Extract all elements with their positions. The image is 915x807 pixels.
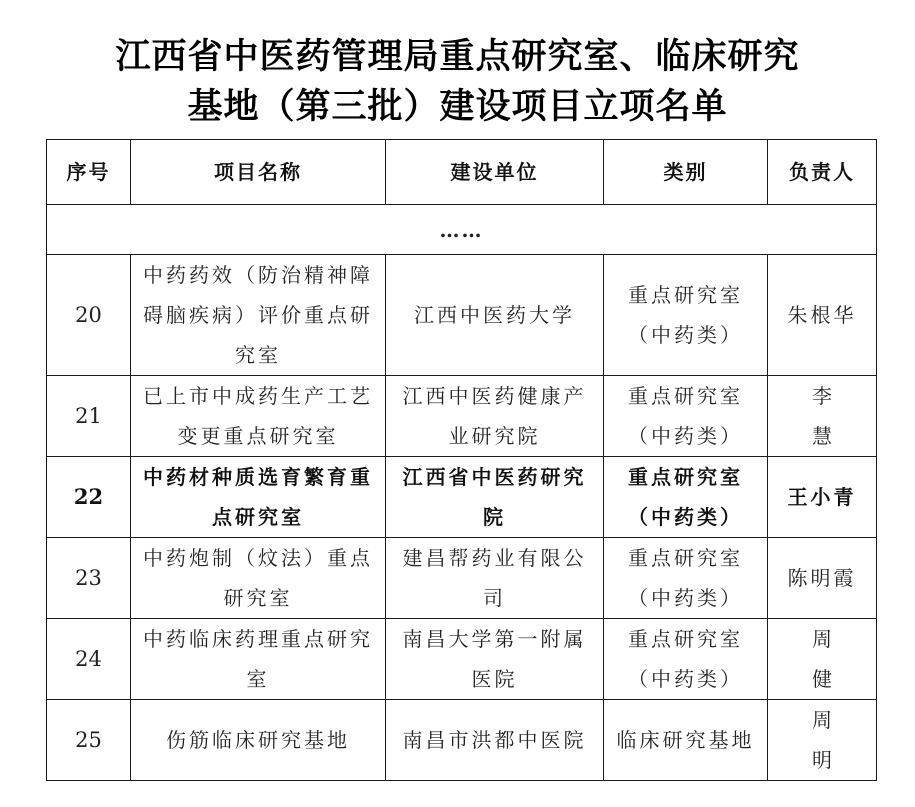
- header-leader: 负责人: [768, 140, 877, 205]
- cell-unit: 南昌市洪都中医院: [386, 700, 604, 781]
- cell-project-name: 伤筋临床研究基地: [131, 700, 386, 781]
- cell-category: 重点研究室（中药类）: [604, 619, 768, 700]
- project-table: [46, 139, 877, 781]
- table-header-row: [47, 140, 877, 205]
- cell-leader: 陈明霞: [768, 538, 877, 619]
- table-row: [47, 457, 877, 538]
- cell-category: 重点研究室（中药类）: [604, 255, 768, 376]
- cell-serial: 21: [47, 376, 131, 457]
- title-line-1: 江西省中医药管理局重点研究室、临床研究: [115, 37, 800, 77]
- header-serial: 序号: [47, 140, 131, 205]
- header-category: 类别: [604, 140, 768, 205]
- cell-project-name: 已上市中成药生产工艺变更重点研究室: [131, 376, 386, 457]
- cell-serial: 24: [47, 619, 131, 700]
- cell-category: 重点研究室（中药类）: [604, 538, 768, 619]
- table-row: [47, 255, 877, 376]
- ellipsis-cell: ……: [47, 205, 877, 255]
- cell-unit: 南昌大学第一附属医院: [386, 619, 604, 700]
- header-unit: 建设单位: [386, 140, 604, 205]
- cell-leader: 周健: [768, 619, 877, 700]
- cell-project-name: 中药材种质选育繁育重点研究室: [131, 457, 386, 538]
- cell-serial: 23: [47, 538, 131, 619]
- cell-leader: 朱根华: [768, 255, 877, 376]
- cell-serial: 20: [47, 255, 131, 376]
- table-row: [47, 538, 877, 619]
- header-project-name: 项目名称: [131, 140, 386, 205]
- cell-leader: 王小青: [768, 457, 877, 538]
- table-row: [47, 700, 877, 781]
- cell-project-name: 中药临床药理重点研究室: [131, 619, 386, 700]
- cell-unit: 江西中医药大学: [386, 255, 604, 376]
- table-row: [47, 619, 877, 700]
- cell-category: 重点研究室（中药类）: [604, 376, 768, 457]
- document-title: [0, 32, 915, 132]
- cell-category: 重点研究室（中药类）: [604, 457, 768, 538]
- cell-unit: 建昌帮药业有限公司: [386, 538, 604, 619]
- cell-project-name: 中药药效（防治精神障碍脑疾病）评价重点研究室: [131, 255, 386, 376]
- cell-leader: 周明: [768, 700, 877, 781]
- title-line-2: 基地（第三批）建设项目立项名单: [187, 87, 728, 127]
- cell-category: 临床研究基地: [604, 700, 768, 781]
- table-row-ellipsis: [47, 205, 877, 255]
- cell-serial: 22: [47, 457, 131, 538]
- table-row: [47, 376, 877, 457]
- cell-unit: 江西中医药健康产业研究院: [386, 376, 604, 457]
- cell-leader: 李慧: [768, 376, 877, 457]
- cell-project-name: 中药炮制（炆法）重点研究室: [131, 538, 386, 619]
- cell-serial: 25: [47, 700, 131, 781]
- cell-unit: 江西省中医药研究院: [386, 457, 604, 538]
